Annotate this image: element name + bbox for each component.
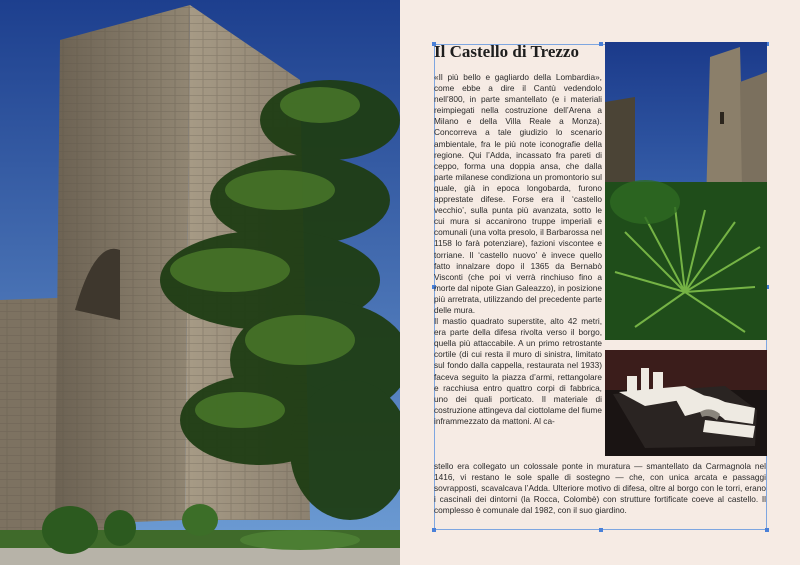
article-continuation-text: stello era collegato un colossale ponte in muratura — smantellato da Carmagnola nel 1416, vi restano le sole spalle di sostegno — che, con unica arcata e passaggi sovrapposti, scavalcava l’Adda. Ulteriore motivo di difesa, oltre al borgo con le torri, erano i cascinali dei dintorni (la Rocca, Colombè) con strutture fortificate coeve al castello. Il complesso è comunale dal 1982, con il suo giardino. [434, 461, 766, 516]
frame-handle[interactable] [765, 528, 769, 532]
courtyard-palm-photo [605, 42, 767, 340]
article-title: Il Castello di Trezzo [434, 42, 579, 61]
paragraph-1: «Il più bello e gagliardo della Lombardia», come ebbe a dire il Cantù vedendolo nell’800, in parte smantellato (e i materiali reimpiegati nella costruzione dell’Arena a Milano e della Villa Reale a Monza). Concorreva a tale giudizio lo scenario ambientale, fra le più note iconografie della regione. Qui l’Adda, incassato fra pareti di ceppo, forma una doppia ansa, che dalla parte milanese condiziona un promontorio sul quale, già in epoca longobarda, furono apprestate difese. Forse era il ‘castello vecchio’, sulla punta più avanzata, sotto le cui mura si accanirono truppe imperiali e comunali (una volta presolo, il Barbarossa nel 1158 lo farà potenziare), fazioni viscontee e torriane. Il ‘castello nuovo’ è invece quello fatto innalzare dopo il 1365 da Bernabò Visconti (che poi vi verrà rinchiuso fino a morte dal nipote Gian Galeazzo), in posizione più arretrata, utilizzando del precedente parte delle mura. [434, 72, 602, 315]
frame-handle[interactable] [599, 528, 603, 532]
castle-model-photo [605, 350, 767, 456]
article-page [400, 0, 800, 565]
paragraph-2: Il mastio quadrato superstite, alto 42 metri, era parte della difesa rivolta verso il borgo, quella più attaccabile. A un primo retrostante cortile (di cui resta il muro di sinistra, limitato sul fondo dalla cappella, restaurata nel 1933) faceva seguito la piazza d’armi, rettangolare e racchiusa entro quattro corpi di fabbrica, uno dei quali porticato. Il materiale di costruzione attingeva dal ciottolame del fiume inframmezzato da mattoni. Al ca- [434, 316, 602, 426]
frame-handle[interactable] [432, 528, 436, 532]
article-column-text [434, 72, 602, 427]
